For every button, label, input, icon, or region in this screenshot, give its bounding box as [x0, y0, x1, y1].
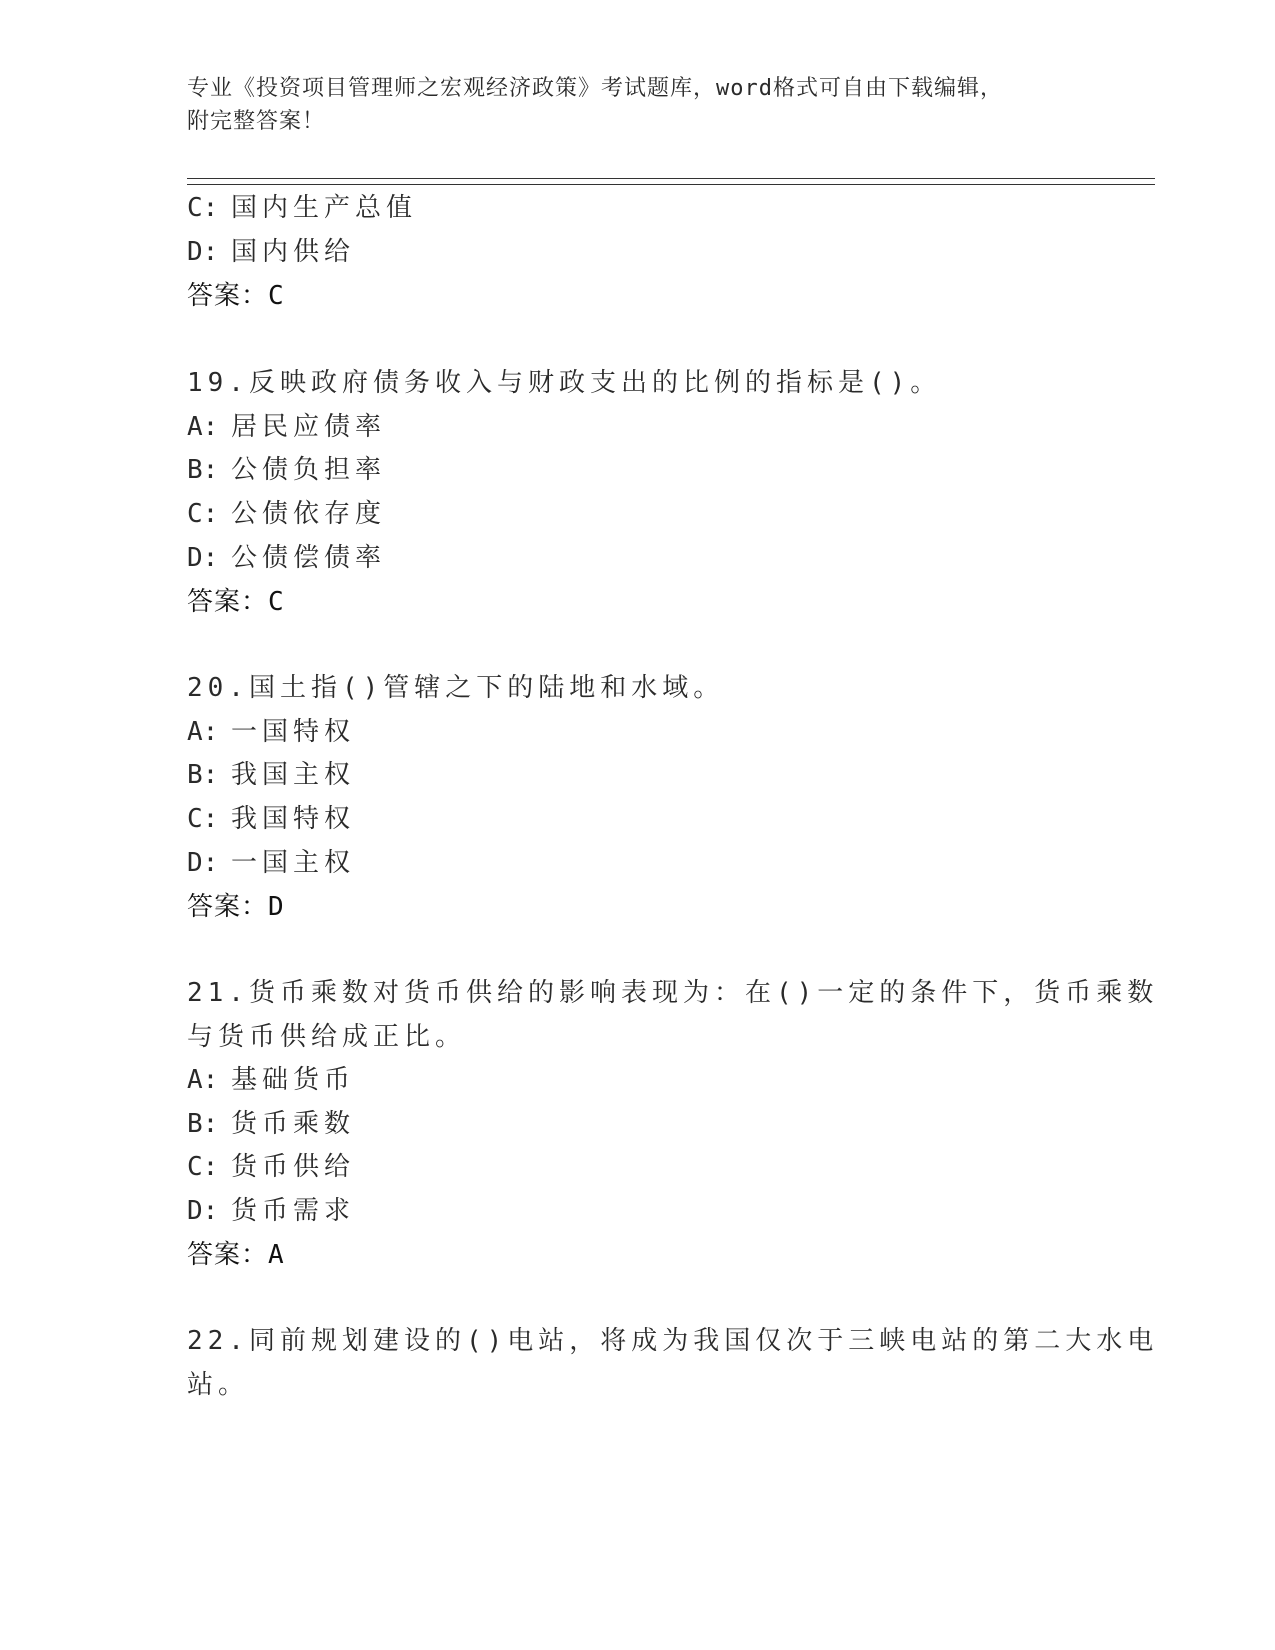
question-22-line-2: 站。 [187, 1370, 250, 1400]
option-text: 我国主权 [231, 760, 356, 790]
prev-option-c [187, 191, 417, 225]
option-text: 居民应债率 [231, 412, 387, 442]
q21-option-b [187, 1107, 355, 1141]
option-text: 公债负担率 [231, 455, 387, 485]
option-key: B: [187, 1109, 219, 1139]
header-title-line-2: 附完整答案！ [187, 109, 326, 134]
option-text: 一国主权 [231, 848, 356, 878]
q19-answer: 答案：C [187, 587, 285, 617]
option-text: 我国特权 [231, 804, 356, 834]
option-text: 货币需求 [231, 1196, 356, 1226]
question-20: 20.国土指()管辖之下的陆地和水域。 [187, 673, 725, 703]
question-22-line-1: 22.同前规划建设的()电站，将成为我国仅次于三峡电站的第二大水电 [187, 1326, 1159, 1356]
q21-option-d [187, 1194, 355, 1228]
option-text: 货币乘数 [231, 1109, 356, 1139]
option-key: D: [187, 237, 219, 267]
q20-option-d [187, 846, 355, 880]
q20-option-c [187, 802, 355, 836]
prev-option-d [187, 235, 355, 269]
option-text: 国内供给 [231, 237, 356, 267]
option-key: D: [187, 1196, 219, 1226]
prev-answer: 答案：C [187, 281, 285, 311]
header-divider-bottom [187, 184, 1155, 185]
option-text: 基础货币 [231, 1065, 356, 1095]
option-key: A: [187, 717, 219, 747]
q21-option-c [187, 1150, 355, 1184]
q19-option-b [187, 453, 386, 487]
document-header [187, 72, 1067, 138]
option-text: 公债偿债率 [231, 543, 387, 573]
q20-option-b [187, 758, 355, 792]
option-text: 公债依存度 [231, 499, 387, 529]
option-text: 国内生产总值 [231, 193, 418, 223]
header-title-line-1: 专业《投资项目管理师之宏观经济政策》考试题库，word格式可自由下载编辑， [187, 76, 1003, 101]
question-21-line-1: 21.货币乘数对货币供给的影响表现为：在()一定的条件下，货币乘数 [187, 978, 1159, 1008]
q20-option-a [187, 715, 355, 749]
option-text: 一国特权 [231, 717, 356, 747]
q19-option-d [187, 541, 386, 575]
q21-answer: 答案：A [187, 1240, 285, 1270]
option-key: D: [187, 543, 219, 573]
question-19: 19.反映政府债务收入与财政支出的比例的指标是()。 [187, 368, 942, 398]
option-key: B: [187, 760, 219, 790]
option-text: 货币供给 [231, 1152, 356, 1182]
option-key: C: [187, 499, 219, 529]
q19-option-c [187, 497, 386, 531]
option-key: D: [187, 848, 219, 878]
q20-answer: 答案：D [187, 892, 285, 922]
question-21-line-2: 与货币供给成正比。 [187, 1022, 467, 1052]
q19-option-a [187, 410, 386, 444]
option-key: A: [187, 412, 219, 442]
option-key: C: [187, 1152, 219, 1182]
header-divider-top [187, 178, 1155, 179]
option-key: B: [187, 455, 219, 485]
q21-option-a [187, 1063, 355, 1097]
option-key: C: [187, 193, 219, 223]
option-key: C: [187, 804, 219, 834]
option-key: A: [187, 1065, 219, 1095]
